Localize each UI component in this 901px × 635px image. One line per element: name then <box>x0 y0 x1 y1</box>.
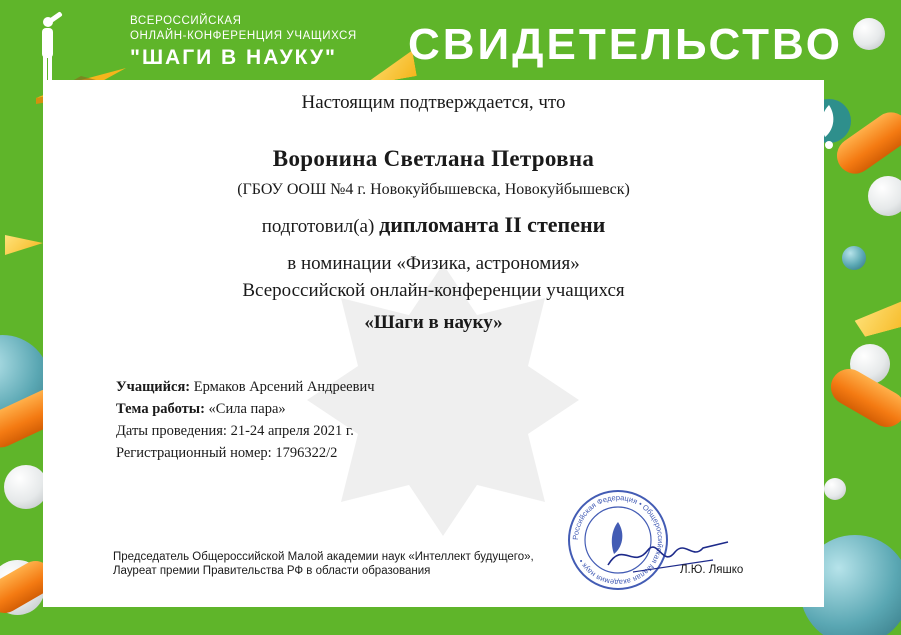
conference-org-label <box>130 14 357 44</box>
yellow-prism-decoration <box>5 235 43 255</box>
event-name: «Шаги в науку» <box>364 312 503 333</box>
chair-caption <box>113 550 534 578</box>
dates-row: Даты проведения: 21-24 апреля 2021 г. <box>116 423 354 439</box>
white-sphere-decoration <box>4 465 48 509</box>
signatory-name: Л.Ю. Ляшко <box>680 564 744 576</box>
white-sphere-decoration <box>853 18 885 50</box>
nomination-text: в номинации «Физика, астрономия» <box>287 253 580 274</box>
white-sphere-decoration <box>868 176 901 216</box>
document-title: СВИДЕТЕЛЬСТВО <box>408 20 843 69</box>
org-line-2: ОНЛАЙН-КОНФЕРЕНЦИЯ УЧАЩИХСЯ <box>130 30 357 42</box>
yellow-prism-decoration <box>853 298 901 339</box>
recipient-name: Воронина Светлана Петровна <box>272 146 595 171</box>
student-value: Ермаков Арсений Андреевич <box>193 379 375 395</box>
registration-number: Регистрационный номер: 1796322/2 <box>116 445 338 461</box>
certificate-details <box>116 376 375 464</box>
prepared-prefix: подготовил(а) <box>261 216 375 237</box>
event-text: Всероссийской онлайн-конференции учащихся <box>242 280 625 301</box>
chair-line-2: Лауреат премии Правительства РФ в области образования <box>113 565 431 577</box>
chair-line-1: Председатель Общероссийской Малой академии наук «Интеллект будущего», <box>113 551 534 563</box>
conference-name-label: "ШАГИ В НАУКУ" <box>130 46 338 69</box>
award-degree: дипломанта II степени <box>379 212 606 237</box>
award-line <box>43 212 824 238</box>
intro-text: Настоящим подтверждается, что <box>301 92 566 113</box>
topic-label: Тема работы: <box>116 401 205 417</box>
teal-sphere-decoration <box>842 246 866 270</box>
student-row <box>116 376 375 398</box>
recipient-organization: (ГБОУ ООШ №4 г. Новокуйбышевска, Новокуйбышевск) <box>237 181 630 198</box>
stamp-ring-text: Российская Федерация • Общероссийская Малая академия наук • <box>570 492 666 588</box>
topic-value: «Сила пара» <box>208 401 286 417</box>
org-line-1: ВСЕРОССИЙСКАЯ <box>130 15 242 27</box>
student-label: Учащийся: <box>116 379 191 395</box>
topic-row <box>116 398 375 420</box>
certificate-paper <box>43 80 824 607</box>
white-sphere-decoration <box>824 478 846 500</box>
